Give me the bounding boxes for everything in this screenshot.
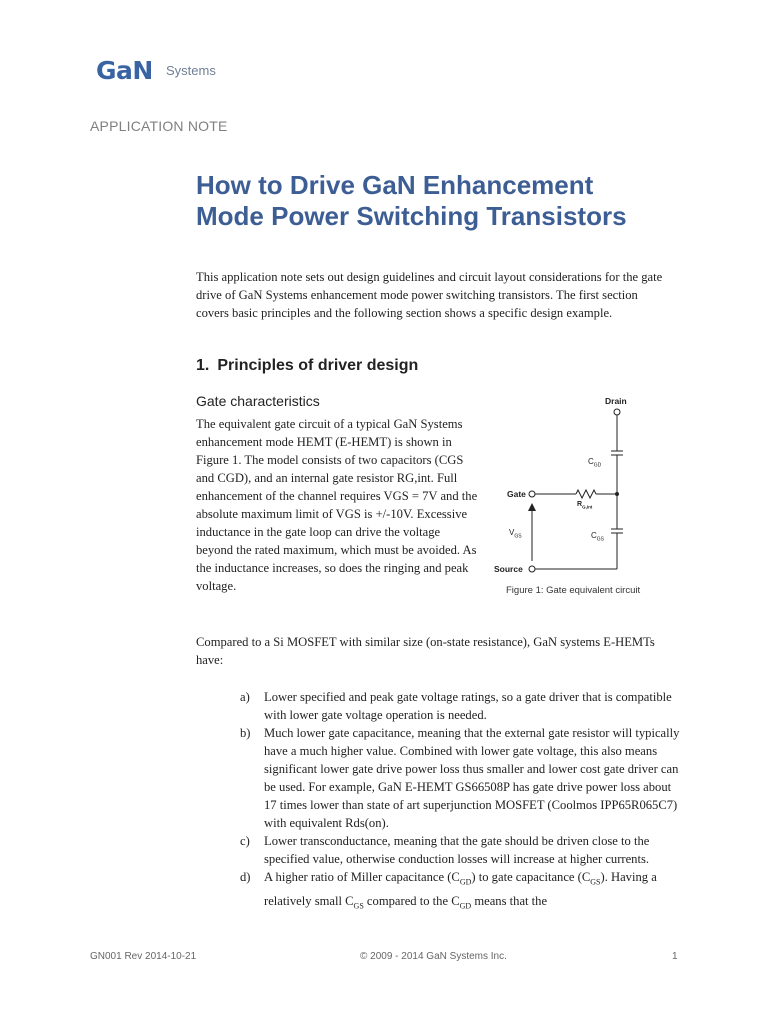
footer-copyright: © 2009 - 2014 GaN Systems Inc. [360, 951, 507, 962]
logo-brand: GaN [96, 56, 153, 85]
subsection-heading: Gate characteristics [196, 393, 320, 409]
list-marker: d) [240, 870, 251, 884]
gate-resistor [576, 490, 596, 498]
drain-terminal [614, 409, 620, 415]
list-item [240, 724, 680, 832]
footer-document-revision: GN001 Rev 2014-10-21 [90, 951, 197, 962]
source-label: Source [494, 564, 523, 574]
title-line-2: Mode Power Switching Transistors [196, 201, 627, 231]
cgs-label: $C_{GS}$ [591, 531, 605, 543]
gate-equivalent-circuit-figure [490, 393, 650, 603]
list-item [240, 868, 680, 915]
footer-page-number: 1 [672, 951, 678, 962]
section-heading [196, 357, 418, 375]
source-terminal [529, 566, 535, 572]
title-line-1: How to Drive GaN Enhancement [196, 170, 594, 200]
list-marker: c) [240, 834, 250, 848]
document-title [196, 170, 666, 232]
cgd-label: $C_{GD}$ [588, 457, 602, 469]
logo-suffix: Systems [166, 63, 216, 78]
list-item-text: Much lower gate capacitance, meaning that the external gate resistor will typically have a much higher value. Combined with lower gate voltage, this also means significant lower gate drive power loss thus smaller and lower cost gate driver can be used. For example, GaN E-HEMT GS66508P has gate drive power loss about 17 times lower than state of art superjunction MOSFET (Coolmos IPP65R065C7) with equivalent Rds(on). [264, 726, 680, 830]
list-marker: a) [240, 690, 250, 704]
list-item-text: Lower transconductance, meaning that the gate should be driven close to the specified value, otherwise conduction losses will increase at higher currents. [264, 834, 650, 866]
list-item-text: Lower specified and peak gate voltage ratings, so a gate driver that is compatible with lower gate voltage operation is needed. [264, 690, 672, 722]
document-type-label: APPLICATION NOTE [90, 118, 228, 134]
company-logo [96, 56, 226, 90]
section-title: Principles of driver design [217, 357, 419, 374]
list-marker: b) [240, 726, 251, 740]
list-item [240, 688, 680, 724]
drain-label: Drain [605, 396, 627, 406]
gate-characteristics-paragraph: The equivalent gate circuit of a typical GaN Systems enhancement mode HEMT (E-HEMT) is shown in Figure 1. The model consists of two capacitors (CGS and CGD), and an internal gate resistor RG,int. Full enhancement of the channel requires VGS = 7V and the absolute maximum limit of VGS is +/-10V. Excessive inductance in the gate loop can drive the voltage beyond the rated maximum, which must be avoided. As the inductance increases, so does the ringing and peak voltage. [196, 417, 478, 593]
gate-label: Gate [507, 489, 526, 499]
figure-caption: Figure 1: Gate equivalent circuit [506, 585, 641, 596]
list-item-text: A higher ratio of Miller capacitance $(C_{GD})$ to gate capacitance $(C_{GS})$. Having a relatively small $C_{GS}$ compared to the $C_{GD}$ means that the [264, 870, 657, 911]
list-item [240, 832, 680, 868]
rg-int-label: $R_{G,int}$ [577, 501, 593, 510]
intro-paragraph: This application note sets out design guidelines and circuit layout considerations for the gate drive of GaN Systems enhancement mode power switching transistors. The first section covers basic principles and the following section shows a specific design example. [196, 270, 663, 320]
vgs-label: $V_{GS}$ [509, 528, 522, 540]
comparison-list [240, 688, 680, 915]
gate-terminal [529, 491, 535, 497]
section-number: 1. [196, 357, 210, 374]
comparison-paragraph: Compared to a Si MOSFET with similar size (on-state resistance), GaN systems E-HEMTs have: [196, 635, 655, 667]
